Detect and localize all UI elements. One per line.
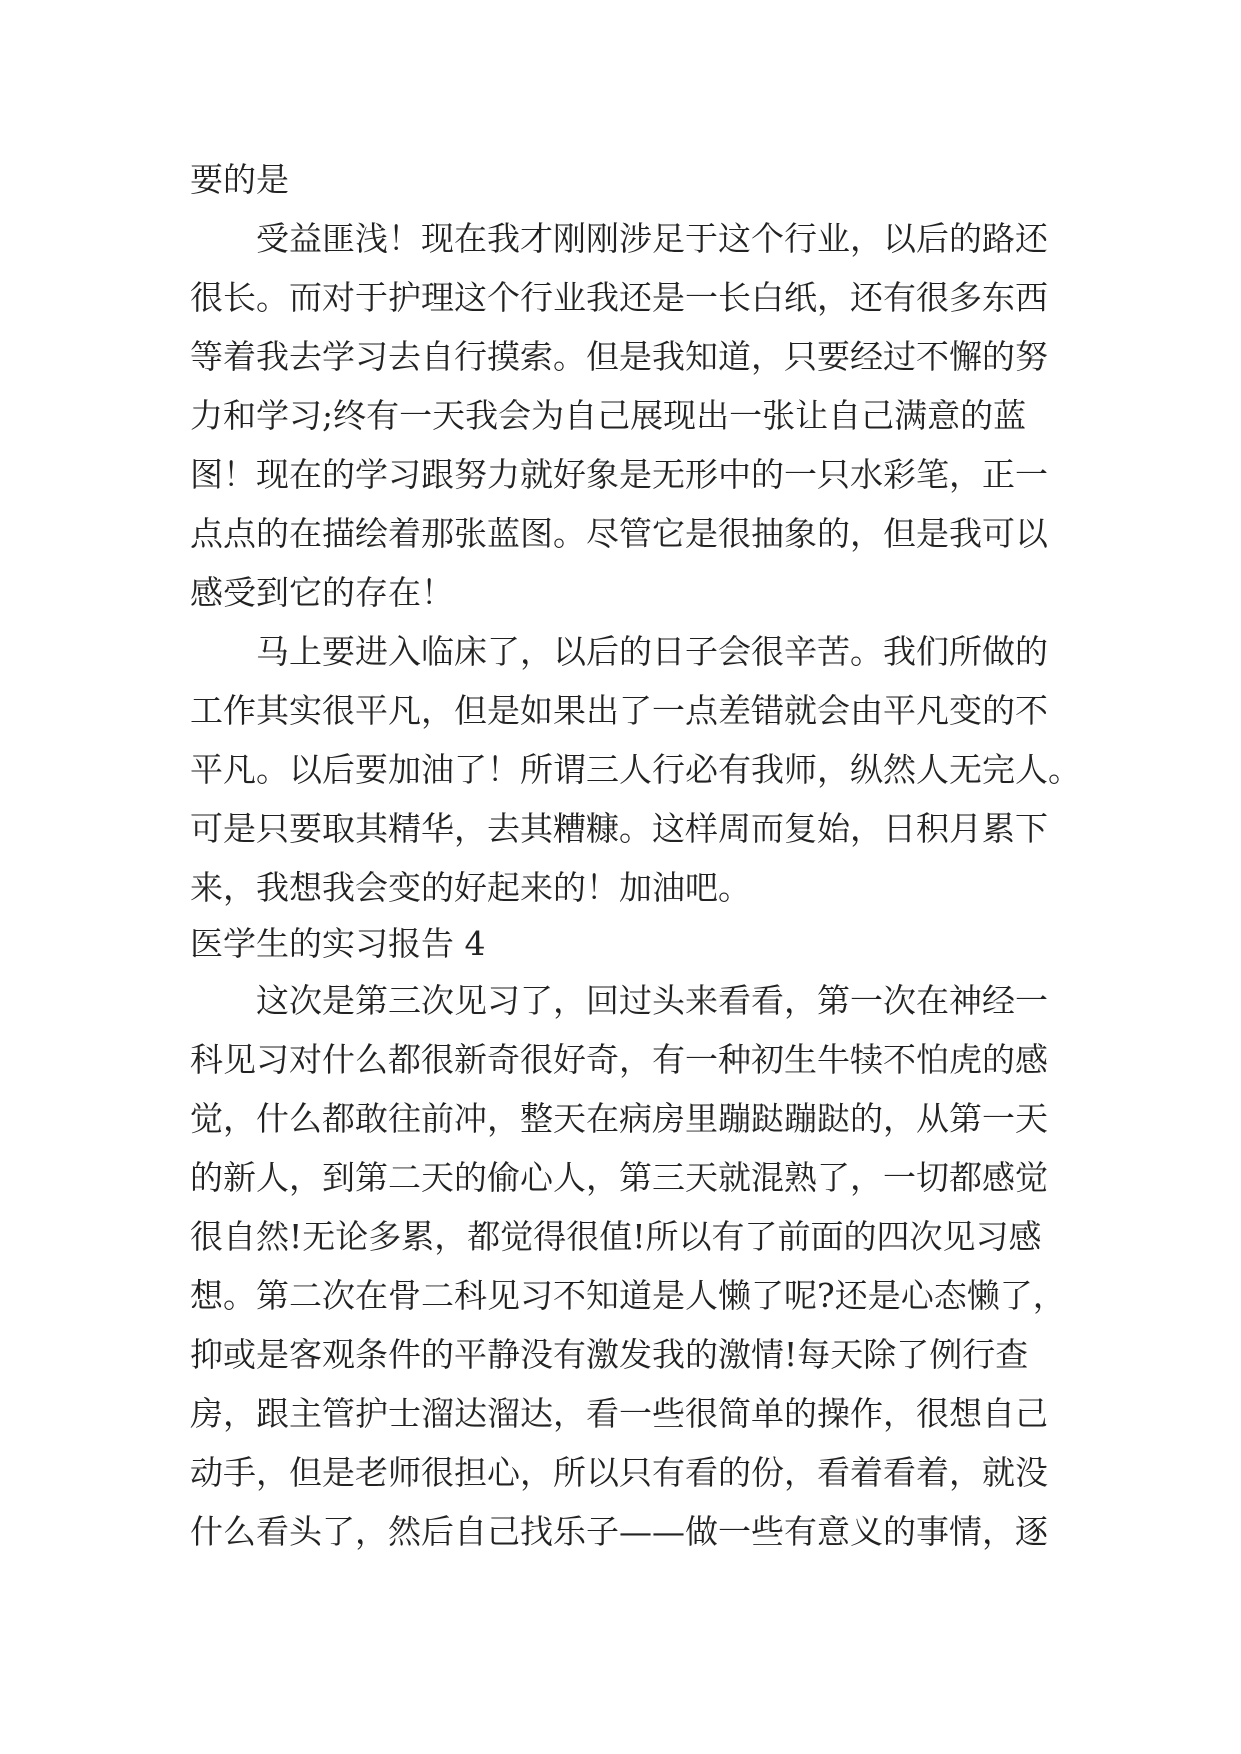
text-line: 什么看头了，然后自己找乐子——做一些有意义的事情，逐: [190, 1512, 1048, 1551]
section-heading: 医学生的实习报告 4: [190, 924, 486, 963]
text-line: 要的是: [190, 160, 289, 199]
text-line: 科见习对什么都很新奇很好奇，有一种初生牛犊不怕虎的感: [190, 1040, 1048, 1079]
document-page: [190, 150, 1081, 1561]
text-line: 感受到它的存在！: [190, 573, 454, 612]
text-line: 觉，什么都敢往前冲，整天在病房里蹦跶蹦跶的，从第一天: [190, 1099, 1048, 1138]
text-line: 点点的在描绘着那张蓝图。尽管它是很抽象的，但是我可以: [190, 514, 1048, 553]
text-line: 动手，但是老师很担心，所以只有看的份，看着看着，就没: [190, 1453, 1048, 1492]
paragraph-first-line: 受益匪浅！现在我才刚刚涉足于这个行业，以后的路还: [256, 219, 1048, 258]
text-line: 很自然!无论多累，都觉得很值!所以有了前面的四次见习感: [190, 1217, 1042, 1256]
text-line: 抑或是客观条件的平静没有激发我的激情!每天除了例行查: [190, 1335, 1029, 1374]
text-line: 力和学习;终有一天我会为自己展现出一张让自己满意的蓝: [190, 396, 1027, 435]
text-line: 可是只要取其精华，去其糟糠。这样周而复始，日积月累下: [190, 809, 1048, 848]
text-line: 想。第二次在骨二科见习不知道是人懒了呢?还是心态懒了，: [190, 1276, 1066, 1315]
paragraph-first-line: 这次是第三次见习了，回过头来看看，第一次在神经一: [256, 981, 1048, 1020]
text-line: 房，跟主管护士溜达溜达，看一些很简单的操作，很想自己: [190, 1394, 1048, 1433]
text-line: 很长。而对于护理这个行业我还是一长白纸，还有很多东西: [190, 278, 1048, 317]
text-line: 等着我去学习去自行摸索。但是我知道，只要经过不懈的努: [190, 337, 1048, 376]
text-line: 的新人，到第二天的偷心人，第三天就混熟了，一切都感觉: [190, 1158, 1048, 1197]
text-line: 来，我想我会变的好起来的！加油吧。: [190, 868, 751, 907]
text-line: 图！现在的学习跟努力就好象是无形中的一只水彩笔，正一: [190, 455, 1048, 494]
paragraph-first-line: 马上要进入临床了，以后的日子会很辛苦。我们所做的: [256, 632, 1048, 671]
text-line: 平凡。以后要加油了！所谓三人行必有我师，纵然人无完人。: [190, 750, 1081, 789]
text-line: 工作其实很平凡，但是如果出了一点差错就会由平凡变的不: [190, 691, 1048, 730]
